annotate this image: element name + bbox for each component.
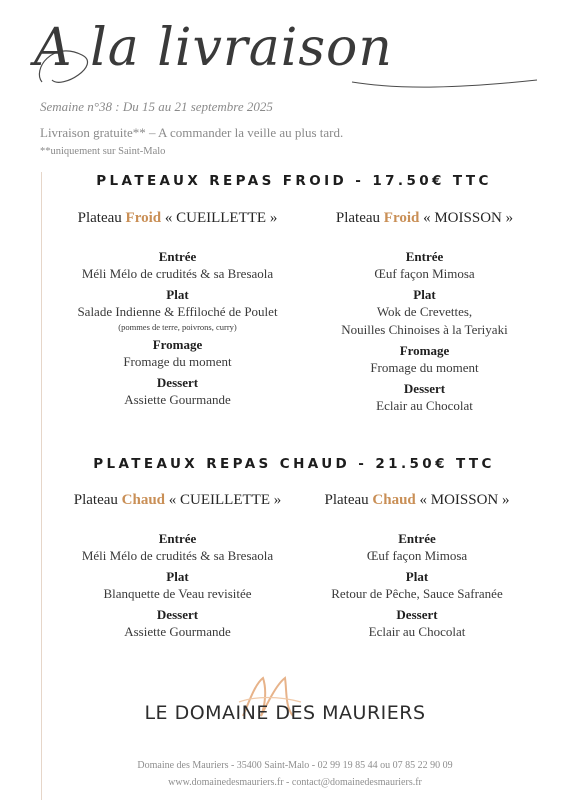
course-label-main: Plat <box>166 287 189 302</box>
dish-cheese: Fromage du moment <box>370 360 479 375</box>
menu-hot-moisson <box>302 492 532 641</box>
dish-main: Retour de Pêche, Sauce Safranée <box>331 586 503 601</box>
menu-type: Froid <box>383 210 420 226</box>
dish-cheese: Fromage du moment <box>123 354 232 369</box>
dish-starter: Méli Mélo de crudités & sa Bresaola <box>81 548 274 563</box>
course-label-starter: Entrée <box>158 249 197 264</box>
dish-dessert: Eclair au Chocolat <box>368 624 466 639</box>
course-label-dessert: Dessert <box>403 381 446 396</box>
dish-starter: Œuf façon Mimosa <box>374 266 475 281</box>
page-title: A la livraison <box>34 18 393 78</box>
section-title-hot: PLATEAUX REPAS CHAUD - 21.50€ TTC <box>93 456 495 472</box>
dish-starter: Méli Mélo de crudités & sa Bresaola <box>81 266 274 281</box>
brand-name: LE DOMAINE DES MAURIERS <box>144 702 426 724</box>
dish-dessert: Eclair au Chocolat <box>376 398 473 413</box>
menu-prefix: Plateau <box>324 492 373 508</box>
menu-type: Chaud <box>372 492 416 508</box>
menu-title <box>302 492 532 509</box>
course-label-main: Plat <box>405 569 429 584</box>
title-block <box>22 10 542 100</box>
course-label-dessert: Dessert <box>396 607 438 622</box>
menu-cold-moisson <box>312 210 537 415</box>
footer-links[interactable]: www.domainedesmauriers.fr - contact@domainedesmauriers.fr <box>168 777 422 788</box>
dish-dessert: Assiette Gourmande <box>124 392 231 407</box>
course-label-main: Plat <box>413 287 436 302</box>
week-line: Semaine n°38 : Du 15 au 21 septembre 2025 <box>40 99 273 114</box>
brand-block <box>120 672 450 732</box>
menu-name: « MOISSON » <box>419 210 514 226</box>
dish-main-note: (pommes de terre, poivrons, curry) <box>118 322 237 332</box>
dish-main: Blanquette de Veau revisitée <box>103 586 252 601</box>
delivery-scope: **uniquement sur Saint-Malo <box>40 146 166 157</box>
menu-prefix: Plateau <box>73 492 122 508</box>
course-label-cheese: Fromage <box>399 343 450 358</box>
dish-starter: Œuf façon Mimosa <box>366 548 468 563</box>
dish-main-line2: Nouilles Chinoises à la Teriyaki <box>341 322 508 337</box>
menu-type: Chaud <box>121 492 166 508</box>
menu-title <box>45 492 310 509</box>
menu-name: « MOISSON » <box>415 492 510 508</box>
menu-name: « CUEILLETTE » <box>161 210 278 226</box>
course-label-starter: Entrée <box>405 249 444 264</box>
footer-address: Domaine des Mauriers - 35400 Saint-Malo - 02 99 19 85 44 ou 07 85 22 90 09 <box>137 760 453 771</box>
menu-title <box>45 210 310 227</box>
menu-type: Froid <box>125 210 162 226</box>
menu-prefix: Plateau <box>335 210 384 226</box>
left-rule <box>41 172 42 800</box>
dish-main-line1: Wok de Crevettes, <box>376 304 473 319</box>
course-label-cheese: Fromage <box>152 337 203 352</box>
dish-dessert: Assiette Gourmande <box>124 624 231 639</box>
course-label-starter: Entrée <box>158 531 197 546</box>
course-label-dessert: Dessert <box>156 607 199 622</box>
menu-title <box>312 210 537 227</box>
menu-name: « CUEILLETTE » <box>165 492 282 508</box>
dish-main: Salade Indienne & Effiloché de Poulet <box>77 304 278 319</box>
course-label-starter: Entrée <box>398 531 436 546</box>
menu-prefix: Plateau <box>77 210 126 226</box>
course-label-main: Plat <box>166 569 189 584</box>
delivery-note: Livraison gratuite** – A commander la veille au plus tard. <box>40 125 344 140</box>
course-label-dessert: Dessert <box>156 375 199 390</box>
section-title-cold: PLATEAUX REPAS FROID - 17.50€ TTC <box>96 173 492 189</box>
menu-cold-cueillette <box>45 210 310 409</box>
menu-hot-cueillette <box>45 492 310 641</box>
